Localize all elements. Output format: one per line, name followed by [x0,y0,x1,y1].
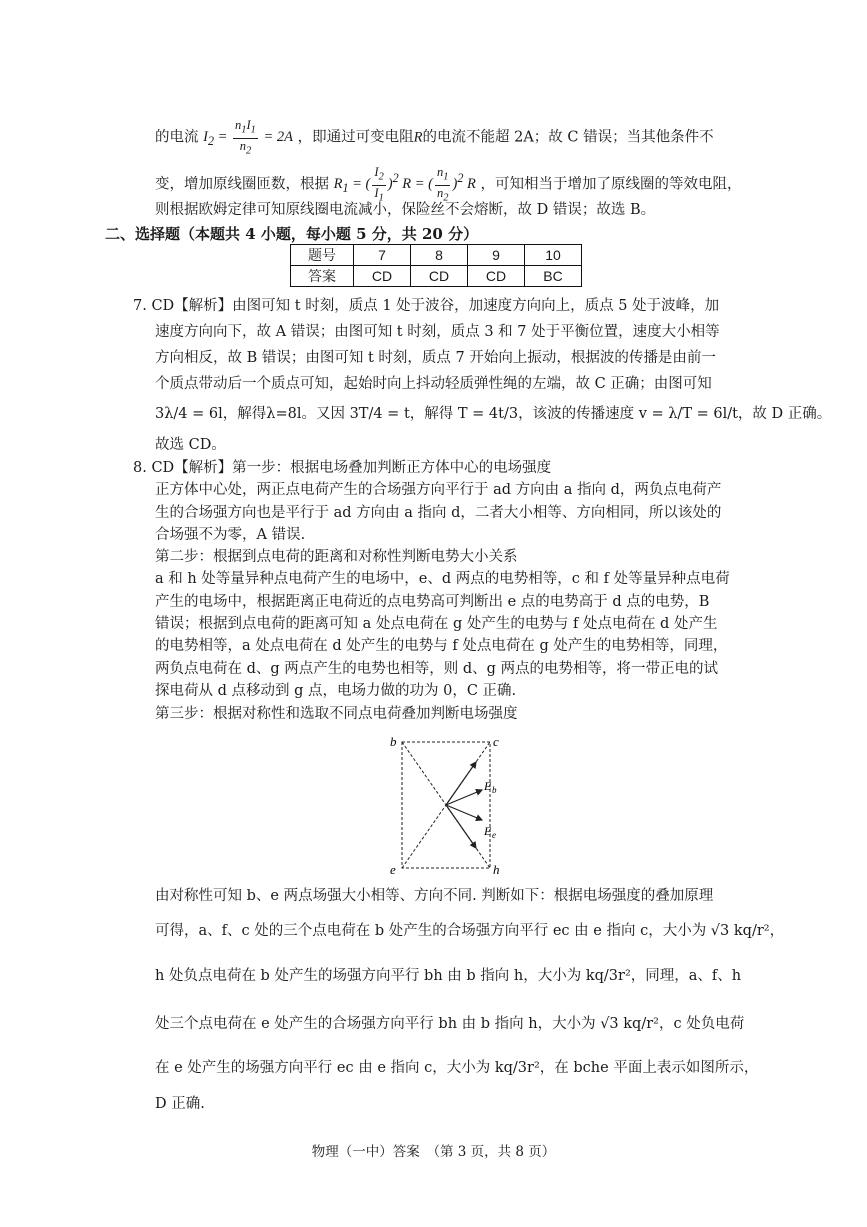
q8-line-8: 错误；根据到点电荷的距离可知 a 处点电荷在 g 处产生的电势与 f 处点电荷在 d 处产生 [155,616,718,632]
table-cell: 9 [468,245,525,266]
q7-line-4: 个质点带动后一个质点可知，起始时向上抖动轻质弹性绳的左端，故 C 正确；由图可知 [155,376,712,392]
label-Ee-sub: e [492,830,496,840]
q8-line-6: a 和 h 处等量异种点电荷产生的电场中，e、d 两点的电势相等，c 和 f 处等量异种点电荷 [155,571,730,587]
table-cell: 10 [525,245,582,266]
answer-table [290,244,582,287]
current-formula: $I_2$ = $\frac{n_1I_1}{n_2}$ = 2A [203,118,294,156]
q8-line-11: 探电荷从 d 点移动到 g 点，电场力做的功为 0，C 正确. [155,683,517,699]
q8-line-1: 8. CD【解析】第一步：根据电场叠加判断正方体中心的电场强度 [133,460,552,476]
table-cell: 7 [354,245,411,266]
q8-line-10: 两负点电荷在 d、g 两点产生的电势也相等，则 d、g 两点的电势相等，将一带正电的试 [155,661,719,677]
table-cell: 题号 [291,245,354,266]
label-c: c [493,734,499,749]
resistance-formula: $R_1$ = ( $\frac{I_2}{I_1}$ )$^2$ R = ( $\frac{n_1}{n_2}$ )$^2$ R [333,165,476,203]
q7-line-2: 速度方向向下，故 A 错误；由图可知 t 时刻，质点 3 和 7 处于平衡位置，速度大小相等 [155,324,720,340]
q8-line-17: 在 e 处产生的场强方向平行 ec 由 e 指向 c，大小为 kq/3r²，在 bche 平面上表示如图所示， [155,1060,759,1076]
table-row [291,245,582,266]
table-cell: 答案 [291,266,354,287]
table-cell: CD [468,266,525,287]
q8-line-16: 处三个点电荷在 e 处产生的合场强方向平行 bh 由 b 指向 h，大小为 √3 kq/r²，c 处负电荷 [155,1016,745,1032]
label-Eb-sub: b [492,785,497,795]
q8-line-18: D 正确. [155,1096,205,1112]
table-cell: 8 [411,245,468,266]
q7-line-5: 3λ/4 = 6l，解得λ=8l。又因 3T/4 = t，解得 T = 4t/3，该波的传播速度 v = λ/T = 6l/t，故 D 正确。 [155,406,832,422]
q8-line-4: 合场强不为零，A 错误. [155,527,306,543]
label-h: h [493,862,500,877]
page-footer: 物理（一中）答案 （第 3 页，共 8 页） [311,1144,556,1160]
table-cell: CD [411,266,468,287]
label-Eb: E [484,779,492,793]
table-cell: BC [525,266,582,287]
q8-line-9: 的电势相等，a 处点电荷在 d 处产生的电势与 f 处点电荷在 g 处产生的电势相等，同理， [155,638,728,654]
q8-line-14: 可得，a、f、c 处的三个点电荷在 b 处产生的合场强方向平行 ec 由 e 指向 c，大小为 √3 kq/r²， [155,923,785,939]
q7-line-3: 方向相反，故 B 错误；由图可知 t 时刻，质点 7 开始向上振动，根据波的传播是由前一 [155,350,716,366]
intro-line-3: 则根据欧姆定律可知原线圈电流减小，保险丝不会熔断，故 D 错误；故选 B。 [155,202,656,218]
intro-line-2: 变，增加原线圈匝数，根据 $R_1$ = ( $\frac{I_2}{I_1}$ )$^2$ R = ( $\frac{n_1}{n_2}$ )$^2$ R ，可知相当于增加了原线圈的等效电阻， [155,165,742,203]
q8-line-3: 生的合场强方向也是平行于 ad 方向由 a 指向 d，二者大小相等、方向相同，所以该处的 [155,505,722,521]
field-diagram [380,732,510,880]
q8-line-7: 产生的电场中，根据距离正电荷近的点电势高可判断出 e 点的电势高于 d 点的电势，B [155,594,710,610]
q8-line-5: 第二步：根据到点电荷的距离和对称性判断电势大小关系 [155,549,518,565]
q8-line-13: 由对称性可知 b、e 两点场强大小相等、方向不同. 判断如下：根据电场强度的叠加原理 [155,888,714,904]
q7-line-6: 故选 CD。 [155,437,226,453]
q7-line-1: 7. CD【解析】由图可知 t 时刻，质点 1 处于波谷，加速度方向向上，质点 5 处于波峰，加 [133,298,720,314]
label-Ee: E [484,824,492,838]
section-title: 二、选择题（本题共 4 小题，每小题 5 分，共 20 分） [105,225,479,243]
q8-line-15: h 处负点电荷在 b 处产生的场强方向平行 bh 由 b 指向 h，大小为 kq/3r²，同理，a、f、h [155,968,742,984]
table-cell: CD [354,266,411,287]
q8-line-12: 第三步：根据对称性和选取不同点电荷叠加判断电场强度 [155,706,518,722]
q8-line-2: 正方体中心处，两正点电荷产生的合场强方向平行于 ad 方向由 a 指向 d，两负点电荷产 [155,482,722,498]
label-e: e [390,862,396,877]
intro-line-1: 的电流 $I_2$ = $\frac{n_1I_1}{n_2}$ = 2A ，即通过可变电阻R的电流不能超 2A；故 C 错误；当其他条件不 [155,118,714,156]
table-row [291,266,582,287]
label-b: b [390,734,397,749]
